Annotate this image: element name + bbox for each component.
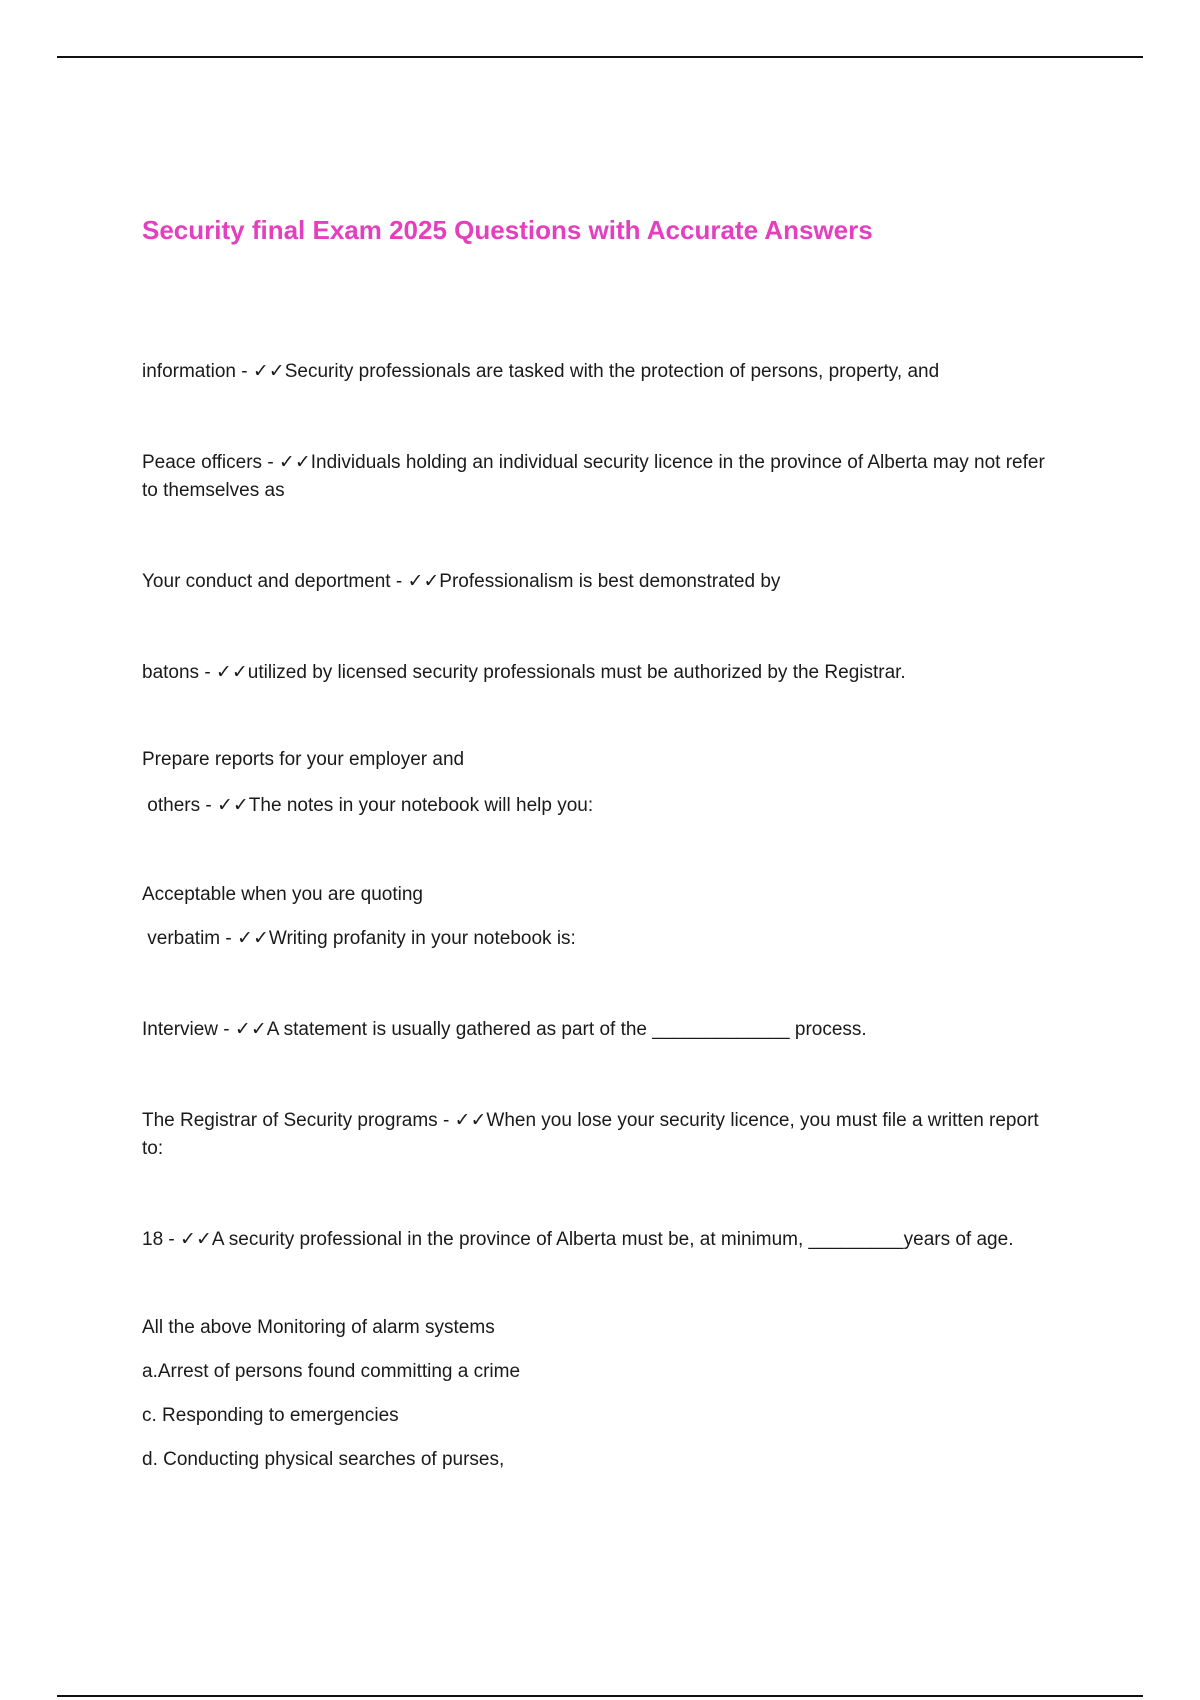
qa-item-9: 18 - ✓✓A security professional in the province of Alberta must be, at minimum, _________years of age. bbox=[142, 1229, 1014, 1250]
document-title: Security final Exam 2025 Questions with Accurate Answers bbox=[142, 215, 873, 245]
qa-item-6-line-1: Acceptable when you are quoting bbox=[142, 884, 423, 905]
qa-item-5-line-1: Prepare reports for your employer and bbox=[142, 749, 465, 770]
qa-item-8: The Registrar of Security programs - ✓✓When you lose your security licence, you must file a written report to: bbox=[142, 1110, 1039, 1159]
qa-item-5-line-2: others - ✓✓The notes in your notebook will help you: bbox=[142, 795, 594, 816]
header-rule bbox=[57, 56, 1143, 58]
qa-item-6-line-2: verbatim - ✓✓Writing profanity in your notebook is: bbox=[142, 928, 576, 949]
qa-item-2: Peace officers - ✓✓Individuals holding an individual security licence in the province of Alberta may not refer to themselves as bbox=[142, 452, 1045, 501]
footer-rule bbox=[57, 1695, 1143, 1697]
qa-item-4: batons - ✓✓utilized by licensed security professionals must be authorized by the Registrar. bbox=[142, 662, 906, 683]
qa-item-10-line-3: c. Responding to emergencies bbox=[142, 1405, 399, 1426]
qa-item-3: Your conduct and deportment - ✓✓Professionalism is best demonstrated by bbox=[142, 571, 781, 592]
qa-item-10-line-4: d. Conducting physical searches of purses, bbox=[142, 1449, 505, 1470]
qa-item-7: Interview - ✓✓A statement is usually gathered as part of the _____________ process. bbox=[142, 1019, 867, 1040]
qa-item-10-line-2: a.Arrest of persons found committing a crime bbox=[142, 1361, 521, 1382]
qa-item-10-line-1: All the above Monitoring of alarm systems bbox=[142, 1317, 495, 1338]
qa-item-1: information - ✓✓Security professionals are tasked with the protection of persons, property, and bbox=[142, 361, 940, 382]
